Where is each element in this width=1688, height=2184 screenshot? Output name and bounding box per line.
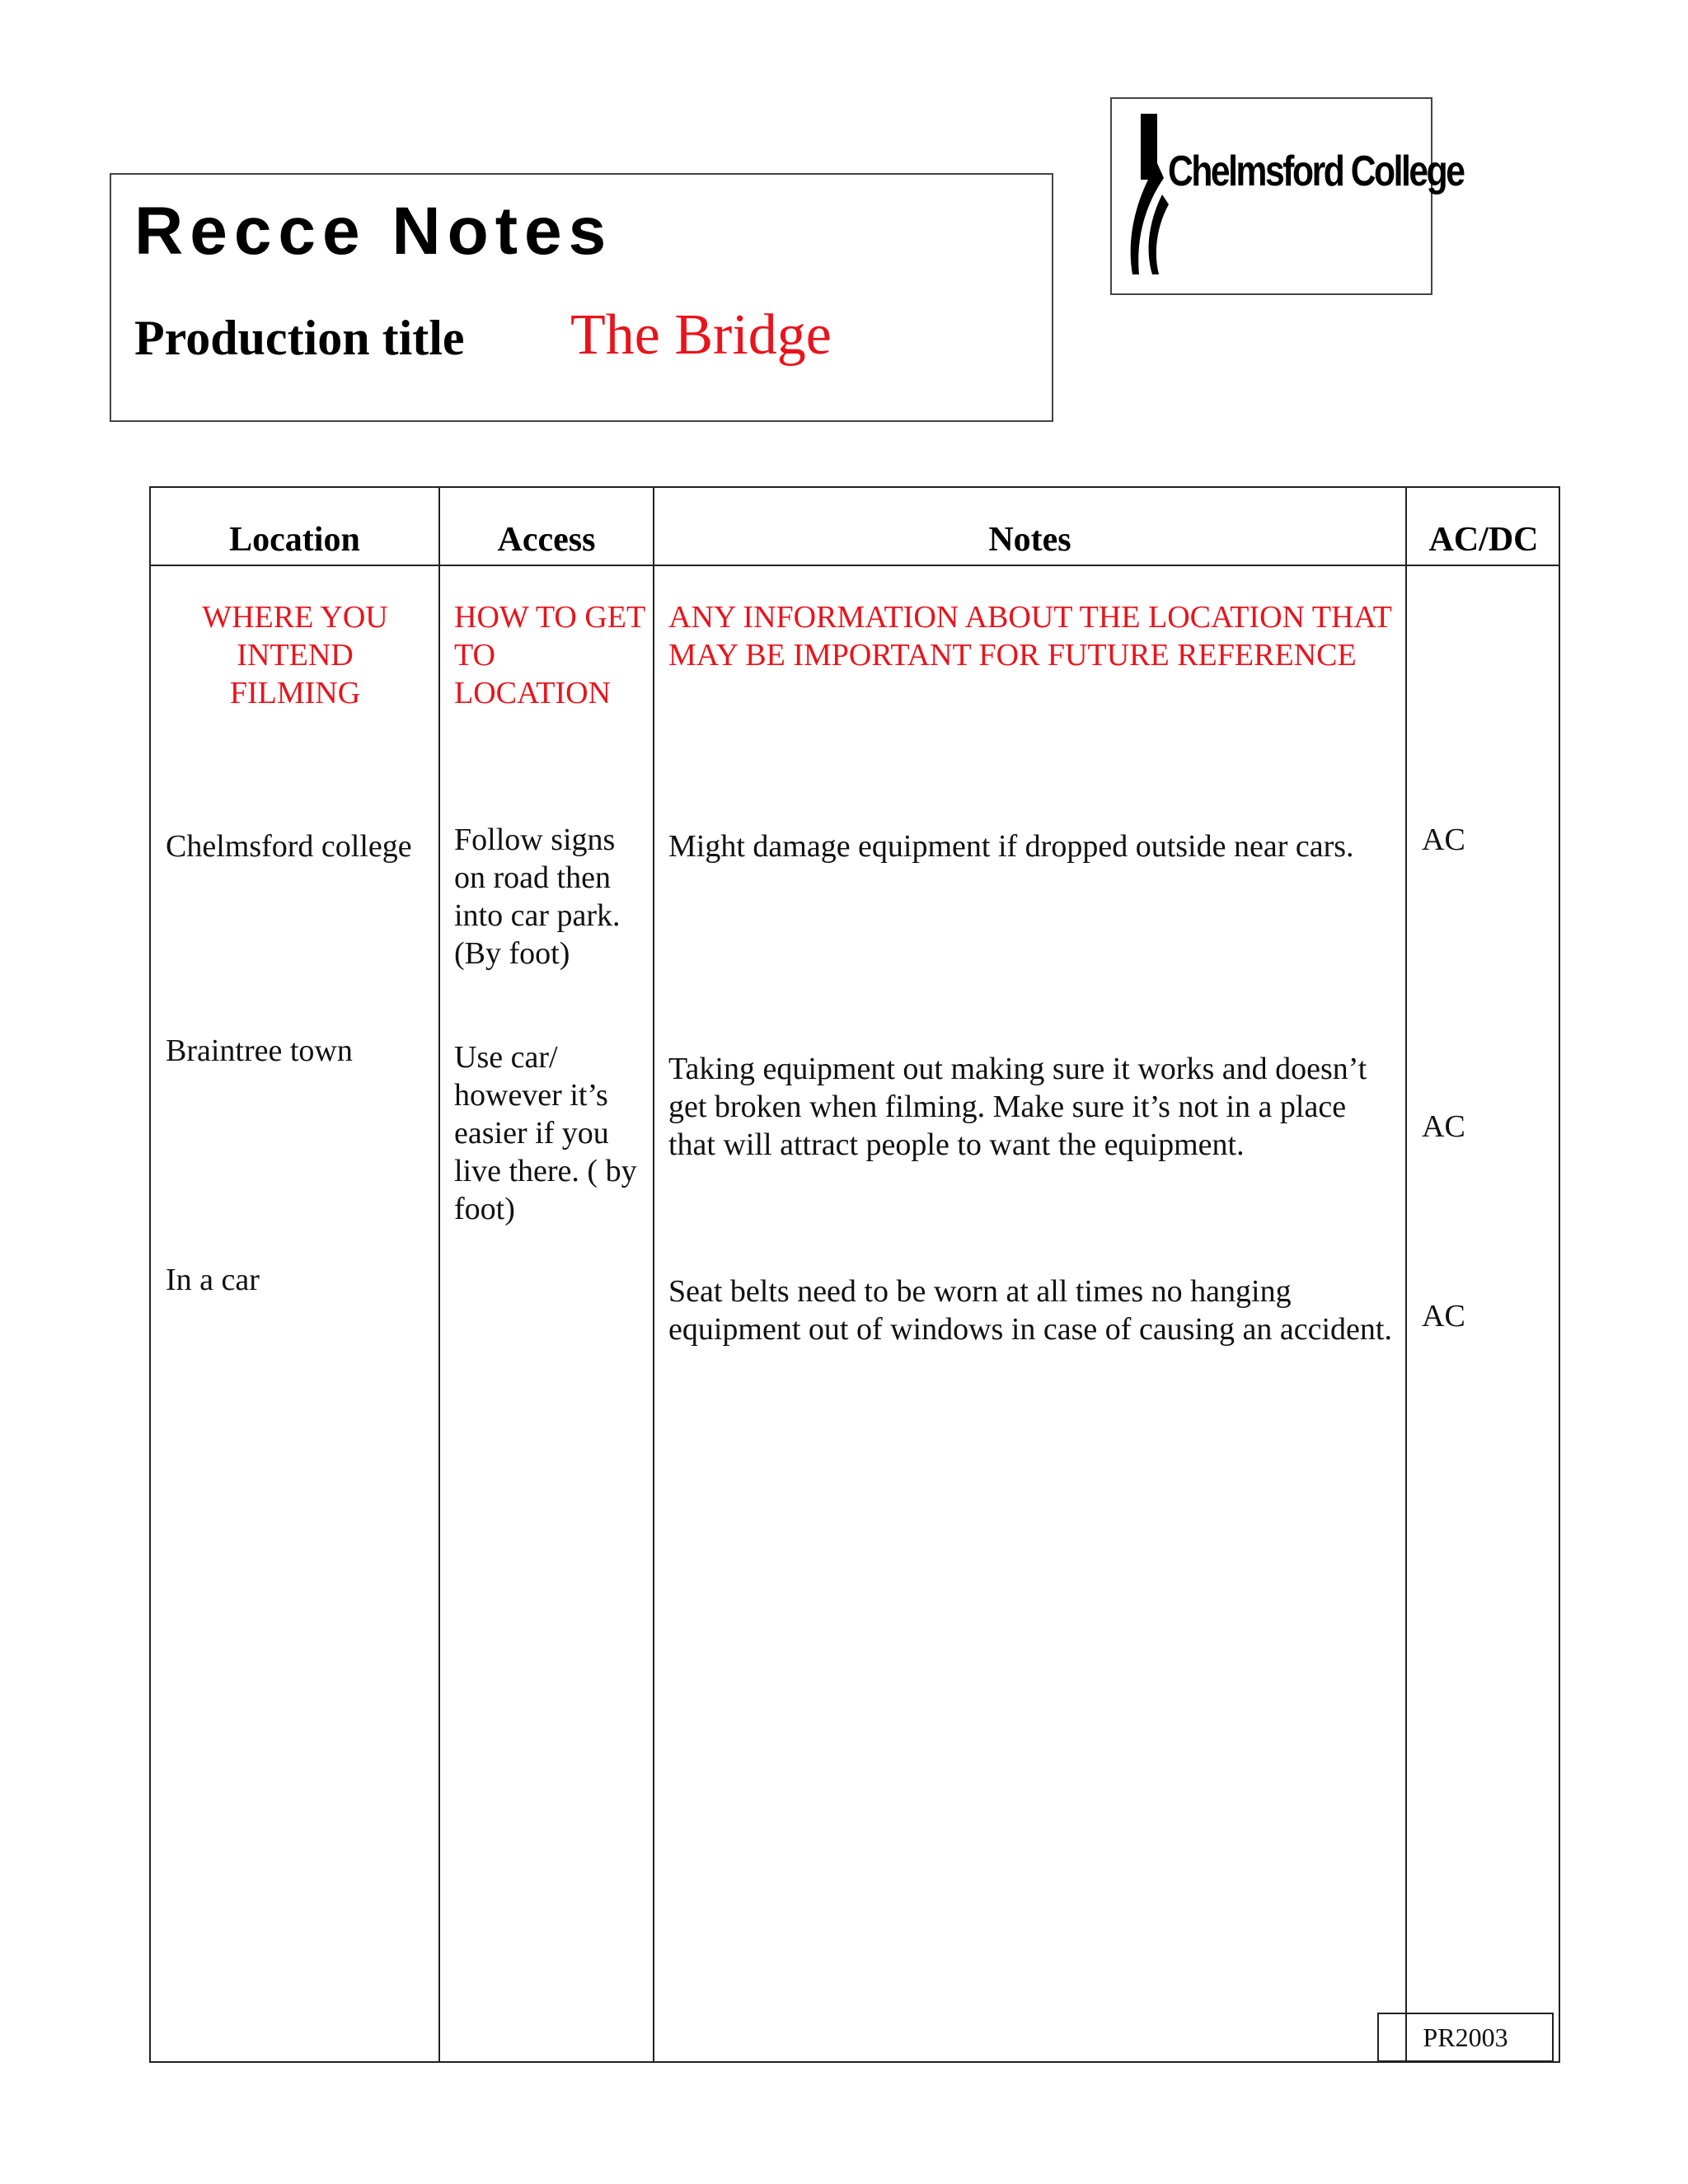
production-title-label: Production title [134,311,465,365]
column-divider [438,488,440,2061]
row-2-location: Braintree town [166,1033,353,1068]
logo-swoosh-icon [1124,114,1174,279]
production-title-value: The Bridge [570,303,832,367]
recce-table [149,486,1560,2063]
row-1-location: Chelmsford college [166,829,412,864]
notes-instruction: ANY INFORMATION ABOUT THE LOCATION THAT MAY BE IMPORTANT FOR FUTURE REFERENCE [668,600,1392,673]
page-title: Recce Notes [134,194,613,269]
logo-text: Chelmsford College [1168,148,1464,195]
column-header-notes: Notes [988,521,1071,559]
column-header-acdc: AC/DC [1428,521,1539,559]
row-1-notes: Might damage equipment if dropped outside near cars. [668,829,1354,864]
access-instruction: HOW TO GET TO LOCATION [454,600,645,710]
column-header-location: Location [229,521,360,559]
college-logo [1110,97,1464,295]
row-3-acdc: AC [1422,1299,1465,1333]
form-code: PR2003 [1377,2013,1554,2062]
header-divider [151,565,1559,566]
row-2-access: Use car/ however it’s easier if you live there. ( by foot) [454,1040,637,1226]
row-3-notes: Seat belts need to be worn at all times no hanging equipment out of windows in case of causing an accident. [668,1274,1392,1347]
column-divider [653,488,654,2061]
row-2-acdc: AC [1422,1109,1465,1144]
row-1-access: Follow signs on road then into car park. (By foot) [454,823,621,971]
row-3-location: In a car [166,1263,260,1297]
title-box [110,173,1053,422]
row-1-acdc: AC [1422,823,1465,857]
row-2-notes: Taking equipment out making sure it works and doesn’t get broken when filming. Make sure it’s not in a place that will attract people to want the equipment. [668,1052,1367,1162]
column-header-access: Access [497,521,596,559]
location-instruction: WHERE YOU INTEND FILMING [202,600,388,710]
column-divider [1405,488,1407,2061]
